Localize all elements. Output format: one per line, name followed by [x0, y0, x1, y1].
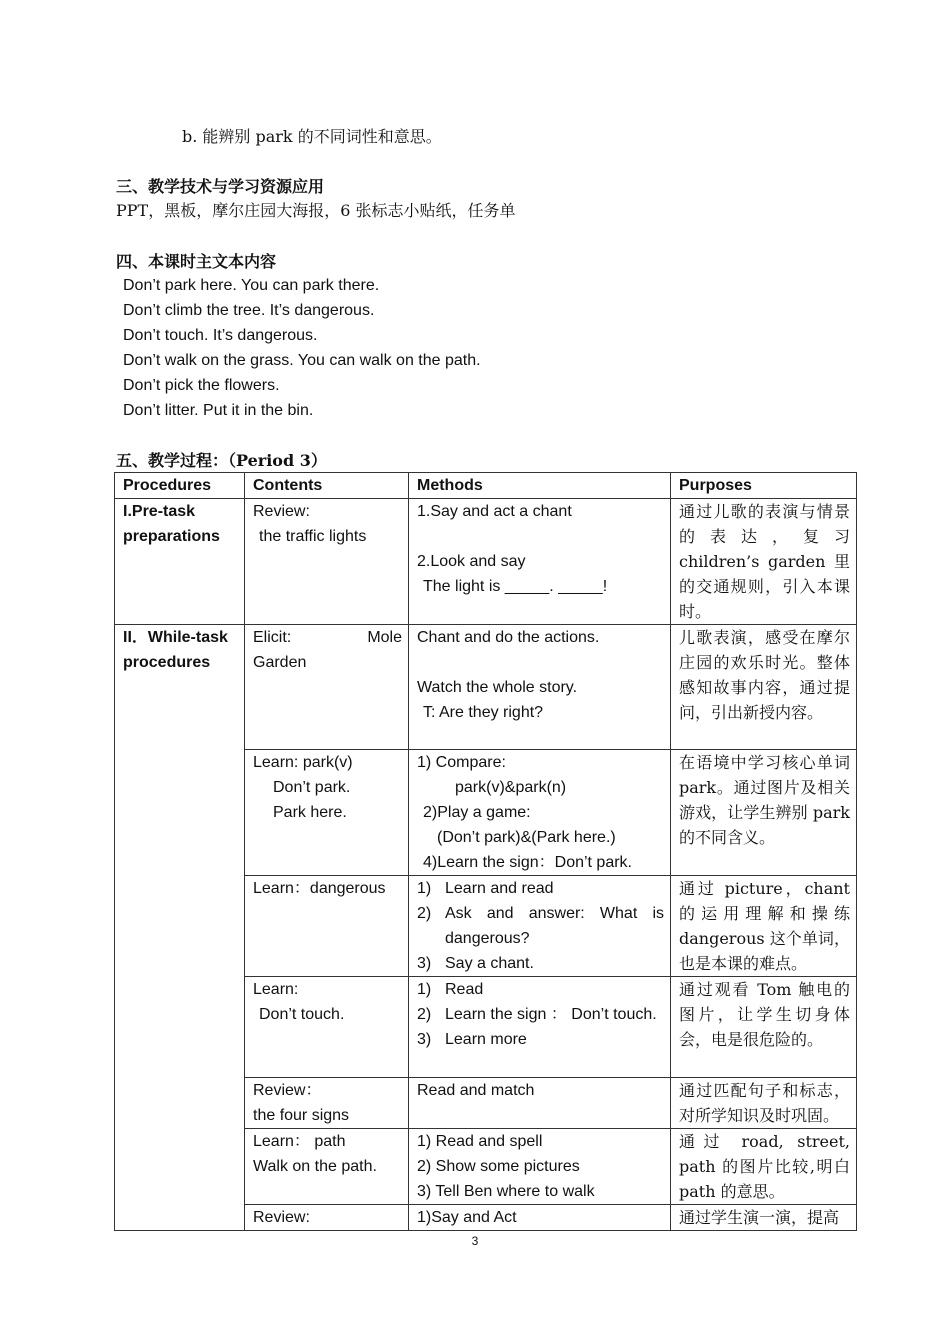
header-purposes: Purposes — [671, 473, 857, 499]
content-word: Mole — [367, 629, 402, 646]
content-line — [253, 625, 402, 650]
method-list-item — [417, 1002, 664, 1027]
methods-cell — [409, 977, 671, 1078]
purpose-cell: 儿歌表演，感受在摩尔庄园的欢乐时光。整体感知故事内容，通过提问，引出新授内容。 — [671, 625, 857, 750]
content-cell — [245, 750, 409, 876]
item-text: Learn and read — [445, 880, 554, 897]
method-list-item — [417, 951, 664, 976]
item-text: Learn more — [445, 1031, 527, 1048]
content-cell — [245, 625, 409, 750]
item-number: 1) — [417, 880, 432, 897]
method-line: 4)Learn the sign：Don’t park. — [423, 854, 633, 871]
item-text: Read — [445, 981, 484, 998]
table-header-row — [115, 473, 857, 499]
method-line: 2)Play a game: — [423, 804, 531, 821]
content-cell — [245, 1205, 409, 1231]
section3-text: PPT，黑板，摩尔庄园大海报，6 张标志小贴纸，任务单 — [116, 201, 516, 220]
methods-cell — [409, 1078, 671, 1129]
content-line: the traffic lights — [259, 528, 367, 545]
methods-cell — [409, 625, 671, 750]
content-line: the four signs — [253, 1107, 350, 1124]
method-line: 3) Tell Ben where to walk — [417, 1183, 595, 1200]
header-procedures: Procedures — [115, 473, 245, 499]
content-cell — [245, 499, 409, 625]
content-cell — [245, 1129, 409, 1205]
section5-heading: 五、教学过程：（Period 3） — [116, 451, 327, 470]
blank-line — [417, 524, 664, 549]
methods-cell — [409, 750, 671, 876]
page-number: 3 — [471, 1234, 479, 1248]
intro-item: b. 能辨别 park 的不同词性和意思。 — [182, 127, 442, 146]
text-line: Don’t park here. You can park there. — [123, 277, 380, 294]
purpose-cell: 通过匹配句子和标志，对所学知识及时巩固。 — [671, 1078, 857, 1129]
content-line: Don’t park. — [273, 779, 351, 796]
text-line: Don’t touch. It’s dangerous. — [123, 327, 318, 344]
text-line: Don’t climb the tree. It’s dangerous. — [123, 302, 375, 319]
header-contents: Contents — [245, 473, 409, 499]
table-row — [115, 499, 857, 625]
purpose-cell: 通过 road, street, path 的图片比较,明白 path 的意思。 — [671, 1129, 857, 1205]
method-list-item — [417, 1027, 664, 1052]
methods-cell — [409, 499, 671, 625]
method-line: Read and match — [417, 1082, 535, 1099]
purpose-cell: 在语境中学习核心单词 park。通过图片及相关游戏，让学生辨别 park 的不同含义。 — [671, 750, 857, 876]
text-line: Don’t litter. Put it in the bin. — [123, 402, 314, 419]
content-cell — [245, 1078, 409, 1129]
blank-line — [417, 650, 664, 675]
item-number: 3) — [417, 955, 432, 972]
purpose-cell: 通过 picture，chant 的运用理解和操练 dangerous 这个单词，也是本课的难点。 — [671, 876, 857, 977]
method-line: Watch the whole story. — [417, 679, 578, 696]
method-list-item — [417, 901, 664, 951]
stage-line: I.Pre-task — [123, 503, 196, 520]
section3-heading: 三、教学技术与学习资源应用 — [116, 177, 325, 196]
stage-line: preparations — [123, 528, 220, 545]
item-text: Say a chant. — [445, 955, 534, 972]
method-line: Chant and do the actions. — [417, 629, 600, 646]
item-text: Learn the sign ： Don’t touch. — [445, 1006, 657, 1023]
item-number: 3) — [417, 1031, 432, 1048]
purpose-cell: 通过观看 Tom 触电的图片，让学生切身体会，电是很危险的。 — [671, 977, 857, 1078]
content-line: Review: — [253, 503, 310, 520]
section4-heading: 四、本课时主文本内容 — [116, 252, 277, 271]
item-text: Ask and answer: What is dangerous? — [445, 905, 664, 947]
purpose-cell: 通过学生演一演，提高 — [671, 1205, 857, 1231]
content-line: Learn：dangerous — [253, 880, 386, 897]
content-line: Walk on the path. — [253, 1158, 377, 1175]
content-line: Learn: — [253, 981, 299, 998]
header-methods: Methods — [409, 473, 671, 499]
methods-cell — [409, 1129, 671, 1205]
text-line: Don’t pick the flowers. — [123, 377, 280, 394]
method-list-item — [417, 977, 664, 1002]
content-cell — [245, 977, 409, 1078]
content-cell — [245, 876, 409, 977]
method-line: 1) Read and spell — [417, 1133, 543, 1150]
method-line: 1)Say and Act — [417, 1209, 517, 1226]
method-line: park(v)&park(n) — [455, 779, 567, 796]
content-word: Elicit: — [253, 629, 292, 646]
content-line: Review: — [253, 1209, 310, 1226]
text-line: Don’t walk on the grass. You can walk on the path. — [123, 352, 481, 369]
content-line: Don’t touch. — [259, 1006, 345, 1023]
procedure-stage-cell — [115, 625, 245, 1231]
method-line: 2.Look and say — [417, 553, 526, 570]
stage-line: procedures — [123, 654, 211, 671]
content-line: Garden — [253, 654, 307, 671]
item-number: 1) — [417, 981, 432, 998]
purpose-cell: 通过儿歌的表演与情景的表达，复习 children’s garden 里的交通规则，引入本课时。 — [671, 499, 857, 625]
teaching-process-table — [114, 472, 857, 1231]
method-line: (Don’t park)&(Park here.) — [437, 829, 616, 846]
method-list-item — [417, 876, 664, 901]
methods-cell — [409, 1205, 671, 1231]
table-row — [115, 625, 857, 750]
method-line: The light is _____. _____! — [423, 578, 608, 595]
content-line: Park here. — [273, 804, 347, 821]
content-line: Learn: park(v) — [253, 754, 353, 771]
methods-cell — [409, 876, 671, 977]
procedure-stage-cell — [115, 499, 245, 625]
stage-line: II．While-task — [123, 629, 228, 646]
method-line: 1.Say and act a chant — [417, 503, 572, 520]
item-number: 2) — [417, 1006, 432, 1023]
item-number: 2) — [417, 905, 432, 922]
method-line: T: Are they right? — [423, 704, 544, 721]
content-line: Learn： path — [253, 1133, 346, 1150]
method-line: 2) Show some pictures — [417, 1158, 580, 1175]
content-line: Review： — [253, 1082, 322, 1099]
method-line: 1) Compare: — [417, 754, 506, 771]
